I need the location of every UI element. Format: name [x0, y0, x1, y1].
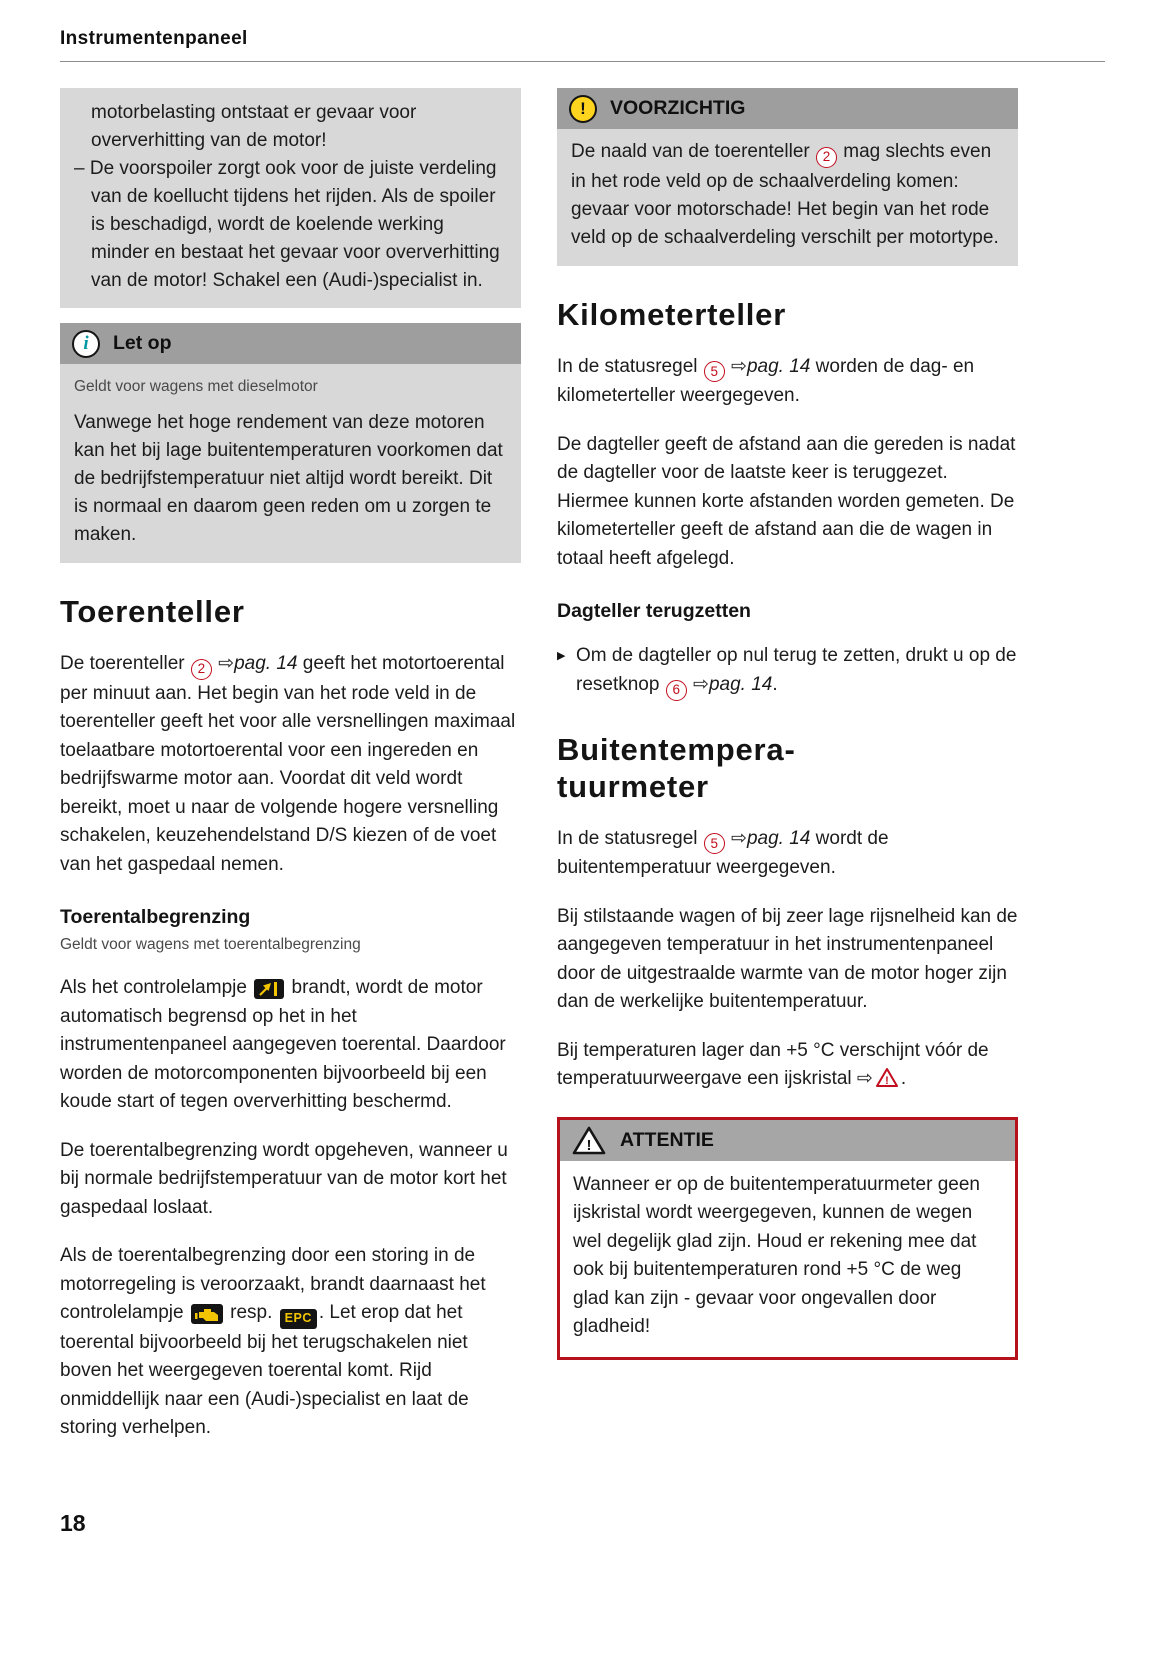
bullet-marker-icon: ▶	[557, 650, 566, 663]
text-segment: In de statusregel	[557, 355, 703, 377]
info-icon	[72, 330, 100, 358]
text-segment: mag slechts even in het rode veld op de schaalverdeling komen: gevaar voor motorschade! Het begin van het rode veld op de schaalverdeling verschilt per motortype.	[571, 141, 999, 248]
caution-body-text	[571, 138, 1004, 252]
caution-box-label: VOORZICHTIG	[610, 97, 746, 119]
applies-to-text: Geldt voor wagens met toerentalbegrenzing	[60, 936, 361, 954]
frost-warning-icon	[875, 1067, 899, 1088]
warning-triangle-icon	[572, 1126, 606, 1155]
paragraph-toerentalbegrenzing-3	[60, 1242, 521, 1442]
dash-marker: –	[74, 158, 85, 179]
page-reference: pag. 14	[746, 827, 811, 849]
section-heading-buitentemperatuurmeter	[557, 731, 1018, 805]
attention-box	[557, 1117, 1018, 1360]
continuation-note-box	[60, 88, 521, 308]
ref-circle-5: 5	[704, 361, 725, 382]
heading-line-1: Buitentempera-	[557, 731, 796, 767]
note-box-let-op	[60, 323, 521, 563]
left-column	[60, 88, 521, 1443]
list-item	[74, 155, 507, 295]
text-segment: .	[900, 1068, 907, 1090]
ref-circle-6: 6	[666, 680, 687, 701]
attention-body-text: Wanneer er op de buitentemperatuurmeter geen ijskristal wordt weergegeven, kunnen de wegen wel degelijk glad zijn. Houd er rekening mee dat ook bij buitentemperaturen rond +5 °C de weg glad kan zijn - gevaar voor ongevallen door gladheid!	[573, 1173, 980, 1338]
text-segment: Om de dagteller op nul terug te zetten, drukt u op de resetknop	[576, 645, 1017, 695]
section-heading-kilometerteller: Kilometerteller	[557, 296, 787, 332]
ref-circle-2: 2	[191, 659, 212, 680]
note-box-label: Let op	[113, 332, 172, 354]
svg-text:!: !	[885, 1075, 889, 1088]
caution-box-body	[557, 129, 1018, 266]
attention-box-header	[560, 1120, 1015, 1161]
text-segment: In de statusregel	[557, 827, 703, 849]
paragraph-buitentemperatuur-2: Bij stilstaande wagen of bij zeer lage rijsnelheid kan de aangegeven temperatuur in het instrumentenpaneel door de uitgestraalde warmte van de motor hoger zijn dan de werkelijke buitentemperatuur.	[557, 905, 1018, 1013]
caution-icon-glyph: !	[580, 99, 586, 118]
text-segment: geeft het motortoerental per minuut aan. Het begin van het rode veld in de toerenteller geeft het voor alle versnellingen maximaal toelaatbare motortoerental voor een ingereden en bedrijfswarme motor aan. Voordat dit veld wordt bereikt, moet u naar de volgende hogere versnelling schakelen, keuzehendelstand D/S kiezen of de voet van het gaspedaal nemen.	[60, 653, 516, 875]
text-segment: brandt, wordt de motor automatisch begrensd op het in het instrumentenpaneel aangegeven toerental. Daardoor worden de motorcomponenten bijvoorbeeld bij een koude start of tegen oververhitting beschermd.	[60, 977, 506, 1113]
text-segment: Bij temperaturen lager dan +5 °C verschijnt vóór de temperatuurweergave een ijskristal ⇨	[557, 1039, 989, 1090]
text-segment: ⇨	[687, 673, 709, 695]
text-segment: resp.	[224, 1302, 278, 1324]
info-icon-glyph: i	[83, 333, 89, 354]
running-header	[60, 28, 1105, 62]
applies-to-text: Geldt voor wagens met dieselmotor	[74, 378, 318, 395]
text-segment: Als het controlelampje	[60, 977, 253, 999]
paragraph-kilometerteller-2: De dagteller geeft de afstand aan die gereden is nadat de dagteller voor de laatste keer is teruggezet. Hiermee kunnen korte afstanden worden gemeten. De kilometerteller geeft de afstand aan die de wagen in totaal heeft afgelegd.	[557, 433, 1016, 569]
caution-box-header	[557, 88, 1018, 129]
page-number: 18	[60, 1510, 86, 1536]
text-segment: De naald van de toerenteller	[571, 141, 815, 162]
text-segment: wordt de buitentemperatuur weergegeven.	[557, 827, 889, 879]
paragraph-buitentemperatuur-1	[557, 825, 1018, 883]
bullet-item	[557, 642, 1018, 700]
text-segment: . Let erop dat het toerental bijvoorbeeld bij het terugschakelen niet boven het weergegeven toerental komt. Rijd onmiddellijk naar een (Audi-)specialist en laat de storing verhelpen.	[60, 1302, 469, 1438]
paragraph-buitentemperatuur-3	[557, 1037, 1018, 1094]
subheading-dagteller-terugzetten: Dagteller terugzetten	[557, 600, 751, 623]
content-columns	[60, 88, 1018, 1443]
list-item-text: De voorspoiler zorgt ook voor de juiste verdeling van de koellucht tijdens het rijden. Als de spoiler is beschadigd, wordt de koelende werking minder en bestaat het gevaar voor oververhitting van de motor! Schakel een (Audi-)specialist in.	[89, 158, 500, 291]
ref-circle-2: 2	[816, 147, 837, 168]
section-heading-toerenteller: Toerenteller	[60, 594, 245, 629]
paragraph-toerentalbegrenzing-1	[60, 974, 521, 1117]
bullet-text	[576, 642, 1018, 700]
paragraph-kilometerteller-1	[557, 353, 1018, 411]
text-segment: ⇨	[725, 355, 747, 377]
epc-indicator-icon	[280, 1309, 317, 1329]
note-box-header	[60, 323, 521, 364]
subheading-toerentalbegrenzing: Toerentalbegrenzing	[60, 906, 251, 929]
text-segment: ⇨	[725, 827, 747, 849]
caution-icon	[569, 95, 597, 123]
ref-circle-5: 5	[704, 833, 725, 854]
svg-text:!: !	[586, 1136, 592, 1154]
text-segment: .	[772, 673, 778, 695]
note-body-text: Vanwege het hoge rendement van deze motoren kan het bij lage buitentemperaturen voorkomen dat de bedrijfstemperatuur niet altijd wordt bereikt. Dit is normaal en daarom geen reden om u zorgen te maken.	[74, 412, 503, 545]
engine-warning-indicator-icon	[191, 1304, 223, 1324]
text-segment: De toerenteller	[60, 653, 190, 674]
text-segment: worden de dag- en kilometerteller weergegeven.	[557, 355, 975, 407]
rev-limiter-indicator-icon	[254, 979, 284, 999]
heading-line-2: tuurmeter	[557, 768, 709, 804]
page-reference: pag. 14	[746, 355, 811, 377]
caution-box	[557, 88, 1018, 266]
note-box-body	[60, 364, 521, 563]
right-column	[557, 88, 1018, 1360]
continuation-text: motorbelasting ontstaat er gevaar voor oververhitting van de motor!	[91, 102, 417, 151]
page-reference: pag. 14	[234, 653, 298, 674]
chapter-title: Instrumentenpaneel	[60, 28, 248, 49]
paragraph-toerentalbegrenzing-2: De toerentalbegrenzing wordt opgeheven, wanneer u bij normale bedrijfstemperatuur van de motor kort het gaspedaal loslaat.	[60, 1139, 508, 1218]
text-segment: ⇨	[212, 653, 235, 674]
text-segment: Als de toerentalbegrenzing door een storing in de motorregeling is veroorzaakt, brandt daarnaast het controlelampje	[60, 1245, 486, 1324]
attention-box-label: ATTENTIE	[620, 1128, 714, 1151]
epc-icon-label: EPC	[284, 1311, 312, 1326]
paragraph-toerenteller-1	[60, 650, 521, 879]
attention-box-body	[560, 1161, 1015, 1357]
page-reference: pag. 14	[708, 673, 773, 695]
